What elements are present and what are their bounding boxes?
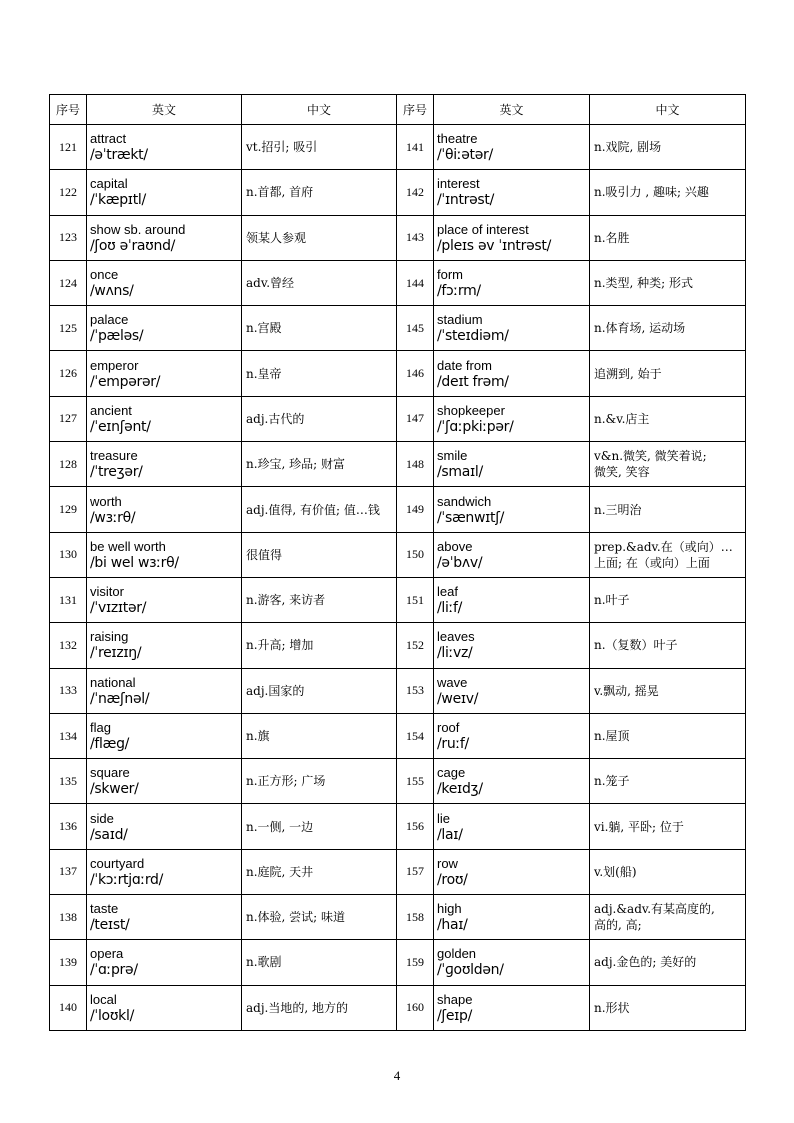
english-word: flag — [90, 720, 111, 735]
table-row — [50, 895, 746, 940]
english-word: raising — [90, 629, 129, 645]
table-row — [50, 351, 746, 396]
phonetic-transcription: /teɪst/ — [90, 917, 130, 934]
entry-number: 125 — [50, 306, 87, 351]
english-word: stadium — [437, 312, 483, 328]
chinese-meaning: n.名胜 — [590, 215, 746, 260]
english-cell — [87, 804, 242, 849]
english-word: above — [437, 538, 473, 554]
chinese-meaning: 追溯到, 始于 — [590, 351, 746, 396]
english-word: visitor — [90, 584, 124, 600]
phonetic-transcription: /skwer/ — [90, 781, 139, 798]
header-num-right: 序号 — [397, 95, 434, 125]
english-word: worth — [90, 493, 122, 509]
entry-number: 135 — [50, 759, 87, 804]
chinese-meaning: adj.金色的; 美好的 — [590, 940, 746, 985]
phonetic-transcription: /weɪv/ — [437, 690, 479, 707]
phonetic-transcription: /ˈkæpɪtl/ — [90, 192, 146, 209]
phonetic-transcription: /ʃeɪp/ — [437, 1007, 473, 1024]
entry-number: 153 — [397, 668, 434, 713]
entry-number: 154 — [397, 713, 434, 758]
english-cell — [434, 940, 590, 985]
chinese-meaning: n.珍宝, 珍品; 财富 — [242, 442, 397, 487]
page-number: 4 — [393, 1068, 401, 1083]
chinese-meaning: n.一侧, 一边 — [242, 804, 397, 849]
vocabulary-table — [49, 94, 746, 1031]
english-word: sandwich — [437, 493, 492, 509]
entry-number: 128 — [50, 442, 87, 487]
phonetic-transcription: /ˈeɪnʃənt/ — [90, 418, 151, 435]
english-cell — [87, 351, 242, 396]
english-cell — [434, 396, 590, 441]
phonetic-transcription: /wʌns/ — [90, 283, 134, 300]
chinese-meaning: n.吸引力 , 趣味; 兴趣 — [590, 170, 746, 215]
phonetic-transcription: /ˈreɪzɪŋ/ — [90, 645, 142, 662]
chinese-meaning: v.划(船) — [590, 849, 746, 894]
phonetic-transcription: /laɪ/ — [437, 826, 463, 843]
table-row — [50, 940, 746, 985]
english-word: roof — [437, 720, 460, 735]
phonetic-transcription: /ˈsteɪdiəm/ — [437, 328, 509, 345]
english-cell — [434, 351, 590, 396]
entry-number: 127 — [50, 396, 87, 441]
table-row — [50, 577, 746, 622]
entry-number: 133 — [50, 668, 87, 713]
chinese-meaning: adj.国家的 — [242, 668, 397, 713]
phonetic-transcription: /fɔːrm/ — [437, 283, 481, 300]
entry-number: 124 — [50, 260, 87, 305]
phonetic-transcription: /haɪ/ — [437, 917, 468, 934]
phonetic-transcription: /ˈθiːətər/ — [437, 147, 493, 164]
entry-number: 132 — [50, 623, 87, 668]
entry-number: 121 — [50, 125, 87, 170]
english-cell — [87, 260, 242, 305]
english-cell — [434, 623, 590, 668]
chinese-meaning: vi.躺, 平卧; 位于 — [590, 804, 746, 849]
english-cell — [87, 713, 242, 758]
chinese-meaning: adj.古代的 — [242, 396, 397, 441]
entry-number: 138 — [50, 895, 87, 940]
entry-number: 146 — [397, 351, 434, 396]
english-word: emperor — [90, 357, 139, 373]
entry-number: 148 — [397, 442, 434, 487]
english-cell — [434, 895, 590, 940]
english-word: capital — [90, 176, 128, 192]
phonetic-transcription: /ˈɡoʊldən/ — [437, 962, 504, 979]
english-cell — [434, 442, 590, 487]
entry-number: 144 — [397, 260, 434, 305]
entry-number: 152 — [397, 623, 434, 668]
english-cell — [434, 532, 590, 577]
english-word: high — [437, 901, 462, 917]
english-word: form — [437, 267, 463, 283]
entry-number: 126 — [50, 351, 87, 396]
chinese-meaning: n.庭院, 天井 — [242, 849, 397, 894]
chinese-meaning: n.戏院, 剧场 — [590, 125, 746, 170]
english-word: lie — [437, 810, 451, 826]
entry-number: 131 — [50, 577, 87, 622]
english-cell — [87, 487, 242, 532]
header-row — [50, 95, 746, 125]
chinese-meaning: n.皇帝 — [242, 351, 397, 396]
entry-number: 155 — [397, 759, 434, 804]
english-cell — [87, 895, 242, 940]
english-word: wave — [437, 674, 468, 690]
english-cell — [434, 125, 590, 170]
phonetic-transcription: /ˈempərər/ — [90, 373, 161, 390]
entry-number: 157 — [397, 849, 434, 894]
english-word: row — [437, 855, 458, 871]
phonetic-transcription: /əˈtrækt/ — [90, 147, 148, 164]
entry-number: 145 — [397, 306, 434, 351]
phonetic-transcription: /ʃoʊ əˈraʊnd/ — [90, 237, 176, 254]
english-cell — [434, 577, 590, 622]
english-word: attract — [90, 131, 127, 147]
table-row — [50, 215, 746, 260]
chinese-meaning: n.形状 — [590, 985, 746, 1030]
chinese-meaning: n.（复数）叶子 — [590, 623, 746, 668]
phonetic-transcription: /ˈʃɑːpkiːpər/ — [437, 418, 514, 435]
chinese-meaning: prep.&adv.在（或向）… 上面; 在（或向）上面 — [590, 532, 746, 577]
chinese-meaning: v&n.微笑, 微笑着说; 微笑, 笑容 — [590, 442, 746, 487]
chinese-meaning: n.屋顶 — [590, 713, 746, 758]
phonetic-transcription: /ˈɑːprə/ — [90, 962, 138, 979]
phonetic-transcription: /saɪd/ — [90, 826, 128, 843]
english-word: courtyard — [90, 855, 145, 871]
entry-number: 147 — [397, 396, 434, 441]
entry-number: 140 — [50, 985, 87, 1030]
table-row — [50, 759, 746, 804]
chinese-meaning: n.笼子 — [590, 759, 746, 804]
english-word: national — [90, 674, 136, 690]
entry-number: 123 — [50, 215, 87, 260]
english-word: smile — [437, 448, 468, 464]
english-word: interest — [437, 176, 480, 192]
chinese-meaning: n.叶子 — [590, 577, 746, 622]
chinese-meaning: n.体育场, 运动场 — [590, 306, 746, 351]
entry-number: 136 — [50, 804, 87, 849]
english-word: theatre — [437, 131, 478, 147]
english-cell — [434, 804, 590, 849]
header-chinese-left: 中文 — [242, 95, 397, 125]
english-word: leaves — [437, 629, 475, 645]
phonetic-transcription: /smaɪl/ — [437, 464, 483, 481]
table-row — [50, 804, 746, 849]
phonetic-transcription: /deɪt frəm/ — [437, 373, 509, 390]
phonetic-transcription: /flæg/ — [90, 736, 130, 752]
entry-number: 143 — [397, 215, 434, 260]
entry-number: 122 — [50, 170, 87, 215]
english-word: place of interest — [437, 221, 529, 237]
phonetic-transcription: /liːf/ — [437, 600, 463, 617]
english-cell — [87, 759, 242, 804]
chinese-meaning: n.歌剧 — [242, 940, 397, 985]
chinese-meaning: 很值得 — [242, 532, 397, 577]
chinese-meaning: adj.值得, 有价值; 值…钱 — [242, 487, 397, 532]
english-word: golden — [437, 946, 477, 962]
entry-number: 160 — [397, 985, 434, 1030]
chinese-meaning: v.飘动, 摇晃 — [590, 668, 746, 713]
english-cell — [87, 985, 242, 1030]
header-english-right: 英文 — [434, 95, 590, 125]
entry-number: 150 — [397, 532, 434, 577]
entry-number: 141 — [397, 125, 434, 170]
chinese-meaning: n.旗 — [242, 713, 397, 758]
english-word: opera — [90, 946, 124, 962]
english-cell — [434, 668, 590, 713]
english-word: show sb. around — [90, 221, 186, 237]
header-english-left: 英文 — [87, 95, 242, 125]
table-row — [50, 396, 746, 441]
english-cell — [87, 215, 242, 260]
english-word: ancient — [90, 402, 132, 418]
phonetic-transcription: /roʊ/ — [437, 871, 468, 888]
entry-number: 158 — [397, 895, 434, 940]
english-cell — [434, 170, 590, 215]
english-cell — [87, 940, 242, 985]
english-word: be well worth — [90, 538, 166, 554]
english-word: local — [90, 991, 117, 1007]
english-cell — [434, 985, 590, 1030]
chinese-meaning: n.游客, 来访者 — [242, 577, 397, 622]
phonetic-transcription: /keɪdʒ/ — [437, 781, 483, 798]
table-row — [50, 442, 746, 487]
english-word: taste — [90, 901, 119, 917]
entry-number: 156 — [397, 804, 434, 849]
english-cell — [87, 442, 242, 487]
entry-number: 151 — [397, 577, 434, 622]
table-row — [50, 532, 746, 577]
english-cell — [87, 170, 242, 215]
english-cell — [87, 623, 242, 668]
entry-number: 129 — [50, 487, 87, 532]
english-word: shape — [437, 991, 473, 1007]
phonetic-transcription: /ˈvɪzɪtər/ — [90, 600, 147, 617]
entry-number: 142 — [397, 170, 434, 215]
english-cell — [87, 396, 242, 441]
chinese-meaning: n.三明治 — [590, 487, 746, 532]
table-row — [50, 487, 746, 532]
chinese-meaning: n.宫殿 — [242, 306, 397, 351]
english-word: square — [90, 765, 130, 781]
table-row — [50, 623, 746, 668]
phonetic-transcription: /bi wel wɜːrθ/ — [90, 554, 179, 571]
entry-number: 149 — [397, 487, 434, 532]
english-cell — [434, 260, 590, 305]
phonetic-transcription: /pleɪs əv ˈɪntrəst/ — [437, 237, 551, 254]
entry-number: 159 — [397, 940, 434, 985]
english-cell — [434, 849, 590, 894]
phonetic-transcription: /ruːf/ — [437, 736, 469, 752]
phonetic-transcription: /ˈnæʃnəl/ — [90, 690, 150, 707]
english-word: palace — [90, 312, 129, 328]
entry-number: 134 — [50, 713, 87, 758]
english-cell — [434, 306, 590, 351]
english-word: side — [90, 810, 114, 826]
table-row — [50, 668, 746, 713]
chinese-meaning: n.正方形; 广场 — [242, 759, 397, 804]
english-word: once — [90, 267, 119, 283]
phonetic-transcription: /wɜːrθ/ — [90, 509, 136, 526]
chinese-meaning: n.类型, 种类; 形式 — [590, 260, 746, 305]
english-word: treasure — [90, 448, 138, 464]
table-row — [50, 713, 746, 758]
header-chinese-right: 中文 — [590, 95, 746, 125]
english-cell — [87, 668, 242, 713]
phonetic-transcription: /ˈloʊkl/ — [90, 1007, 134, 1024]
english-cell — [87, 125, 242, 170]
table-row — [50, 306, 746, 351]
phonetic-transcription: /ˈpæləs/ — [90, 328, 144, 345]
table-row — [50, 985, 746, 1030]
english-cell — [434, 713, 590, 758]
chinese-meaning: n.&v.店主 — [590, 396, 746, 441]
english-cell — [434, 487, 590, 532]
phonetic-transcription: /ˈtreʒər/ — [90, 464, 143, 481]
entry-number: 139 — [50, 940, 87, 985]
vocabulary-body — [50, 125, 746, 1031]
phonetic-transcription: /ˈkɔːrtjɑːrd/ — [90, 871, 164, 888]
english-word: date from — [437, 357, 492, 373]
english-cell — [434, 759, 590, 804]
english-word: shopkeeper — [437, 402, 505, 418]
chinese-meaning: n.体验, 尝试; 味道 — [242, 895, 397, 940]
english-cell — [434, 215, 590, 260]
phonetic-transcription: /ˈsænwɪtʃ/ — [437, 509, 505, 526]
table-row — [50, 125, 746, 170]
chinese-meaning: vt.招引; 吸引 — [242, 125, 397, 170]
english-cell — [87, 849, 242, 894]
english-word: cage — [437, 765, 466, 781]
english-word: leaf — [437, 584, 458, 600]
english-cell — [87, 577, 242, 622]
table-row — [50, 170, 746, 215]
entry-number: 137 — [50, 849, 87, 894]
entry-number: 130 — [50, 532, 87, 577]
table-row — [50, 260, 746, 305]
phonetic-transcription: /liːvz/ — [437, 645, 473, 662]
english-cell — [87, 532, 242, 577]
table-row — [50, 849, 746, 894]
phonetic-transcription: /ˈɪntrəst/ — [437, 192, 494, 209]
chinese-meaning: n.升高; 增加 — [242, 623, 397, 668]
chinese-meaning: adj.当地的, 地方的 — [242, 985, 397, 1030]
chinese-meaning: adj.&adv.有某高度的, 高的, 高; — [590, 895, 746, 940]
phonetic-transcription: /əˈbʌv/ — [437, 554, 483, 571]
english-cell — [87, 306, 242, 351]
chinese-meaning: adv.曾经 — [242, 260, 397, 305]
chinese-meaning: 领某人参观 — [242, 215, 397, 260]
header-num-left: 序号 — [50, 95, 87, 125]
chinese-meaning: n.首都, 首府 — [242, 170, 397, 215]
